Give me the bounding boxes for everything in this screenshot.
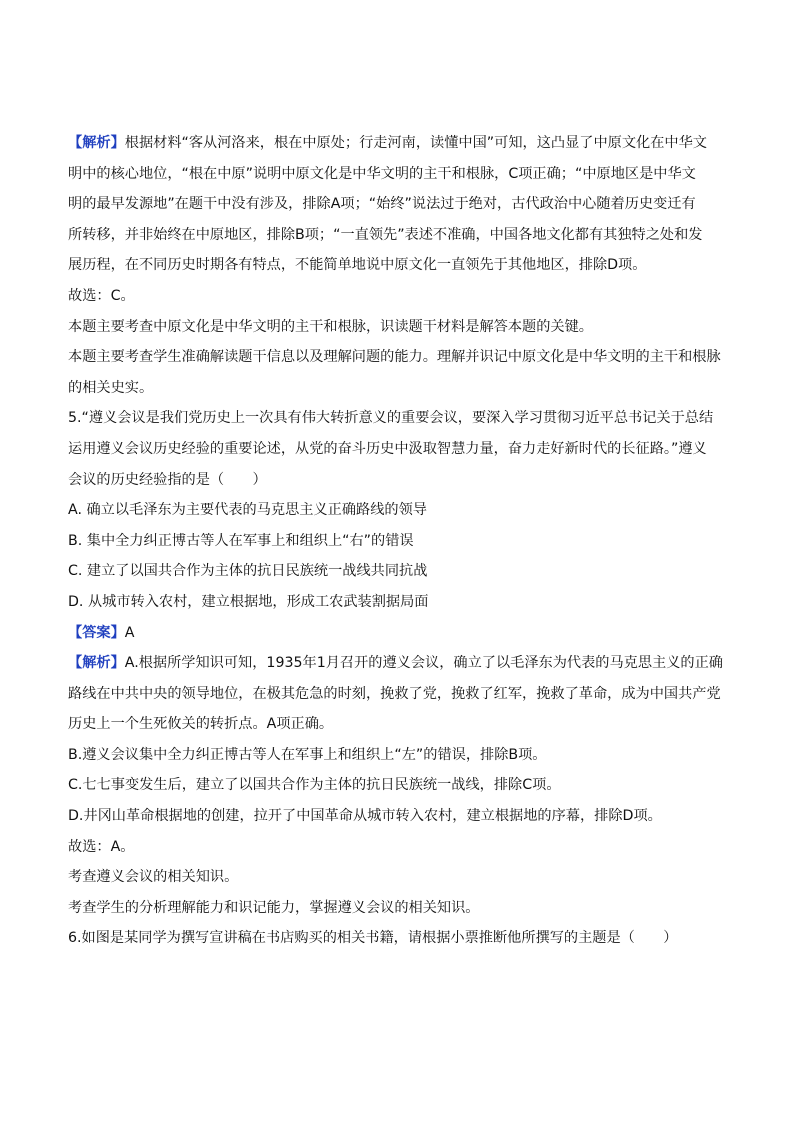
- line-text: A. 确立以毛泽东为主要代表的马克思主义正确路线的领导: [68, 502, 427, 519]
- text-line: [68, 832, 728, 863]
- line-text: D. 从城市转入农村，建立根据地，形成工农武装割据局面: [68, 593, 429, 610]
- text-line: [68, 495, 728, 526]
- text-line: [68, 862, 728, 893]
- text-line: [68, 709, 728, 740]
- line-text: 故选：A。: [68, 838, 135, 855]
- text-line: [68, 556, 728, 587]
- text-line: [68, 189, 728, 220]
- section-tag: 【解析】: [68, 655, 125, 672]
- line-text: 本题主要考查学生准确解读题干信息以及理解问题的能力。理解并识记中原文化是中华文明的主干和根脉: [68, 349, 721, 366]
- line-text: 明的最早发源地”在题干中没有涉及，排除A项；“始终”说法过于绝对，古代政治中心随着历史变迁有: [68, 196, 696, 213]
- text-line: [68, 281, 728, 312]
- line-text: 展历程，在不同历史时期各有特点，不能简单地说中原文化一直领先于其他地区，排除D项。: [68, 257, 647, 274]
- line-text: D.井冈山革命根据地的创建，拉开了中国革命从城市转入农村，建立根据地的序幕，排除D项。: [68, 808, 662, 825]
- line-text: 历史上一个生死攸关的转折点。A项正确。: [68, 716, 334, 733]
- line-text: 6.如图是某同学为撰写宣讲稿在书店购买的相关书籍，请根据小票推断他所撰写的主题是（ ）: [68, 930, 678, 947]
- line-text: 5.“遵义会议是我们党历史上一次具有伟大转折意义的重要会议，要深入学习贯彻习近平总书记关于总结: [68, 410, 714, 427]
- line-text: 所转移，并非始终在中原地区，排除B项；“一直领先”表述不准确，中国各地文化都有其独特之处和发: [68, 226, 703, 243]
- line-text: 故选：C。: [68, 287, 135, 304]
- line-text: C.七七事变发生后，建立了以国共合作为主体的抗日民族统一战线，排除C项。: [68, 777, 561, 794]
- text-line: [68, 923, 728, 954]
- text-line: [68, 434, 728, 465]
- text-line: [68, 465, 728, 496]
- section-tag: 【答案】: [68, 624, 125, 641]
- text-line: [68, 220, 728, 251]
- line-text: 的相关史实。: [68, 379, 154, 396]
- text-line: [68, 679, 728, 710]
- line-text: 考查遵义会议的相关知识。: [68, 869, 239, 886]
- line-text: 运用遵义会议历史经验的重要论述，从党的奋斗历史中汲取智慧力量，奋力走好新时代的长征路。”遵义: [68, 440, 707, 457]
- line-text: 明中的核心地位，“根在中原”说明中原文化是中华文明的主干和根脉，C项正确；“中原地区是中华文: [68, 165, 696, 182]
- text-line: [68, 250, 728, 281]
- text-line: [68, 342, 728, 373]
- text-line: [68, 801, 728, 832]
- line-text: B. 集中全力纠正博古等人在军事上和组织上“右”的错误: [68, 532, 414, 549]
- line-text: 会议的历史经验指的是（ ）: [68, 471, 267, 488]
- section-tag: 【解析】: [68, 135, 125, 151]
- line-text: C. 建立了以国共合作为主体的抗日民族统一战线共同抗战: [68, 563, 428, 580]
- line-text: B.遵义会议集中全力纠正博古等人在军事上和组织上“左”的错误，排除B项。: [68, 746, 547, 763]
- text-line: [68, 526, 728, 557]
- text-line: [68, 893, 728, 924]
- text-line: [68, 128, 728, 159]
- line-text: 考查学生的分析理解能力和识记能力，掌握遵义会议的相关知识。: [68, 899, 480, 916]
- text-line: [68, 373, 728, 404]
- text-line: [68, 618, 728, 649]
- line-text: 路线在中共中央的领导地位，在极其危急的时刻，挽救了党，挽救了红军，挽救了革命，成为中国共产党: [68, 685, 721, 702]
- text-line: [68, 740, 728, 771]
- text-line: [68, 312, 728, 343]
- line-text: A: [124, 624, 135, 641]
- text-line: [68, 770, 728, 801]
- text-line: [68, 159, 728, 190]
- line-text: 根据材料“客从河洛来，根在中原处；行走河南，读懂中国”可知，这凸显了中原文化在中华文: [124, 135, 707, 151]
- text-line: [68, 587, 728, 618]
- document-body: [68, 128, 728, 954]
- line-text: A.根据所学知识可知，1935年1月召开的遵义会议，确立了以毛泽东为代表的马克思主义的正确: [124, 655, 723, 672]
- text-line: [68, 403, 728, 434]
- line-text: 本题主要考查中原文化是中华文明的主干和根脉，识读题干材料是解答本题的关键。: [68, 318, 593, 335]
- text-line: [68, 648, 728, 679]
